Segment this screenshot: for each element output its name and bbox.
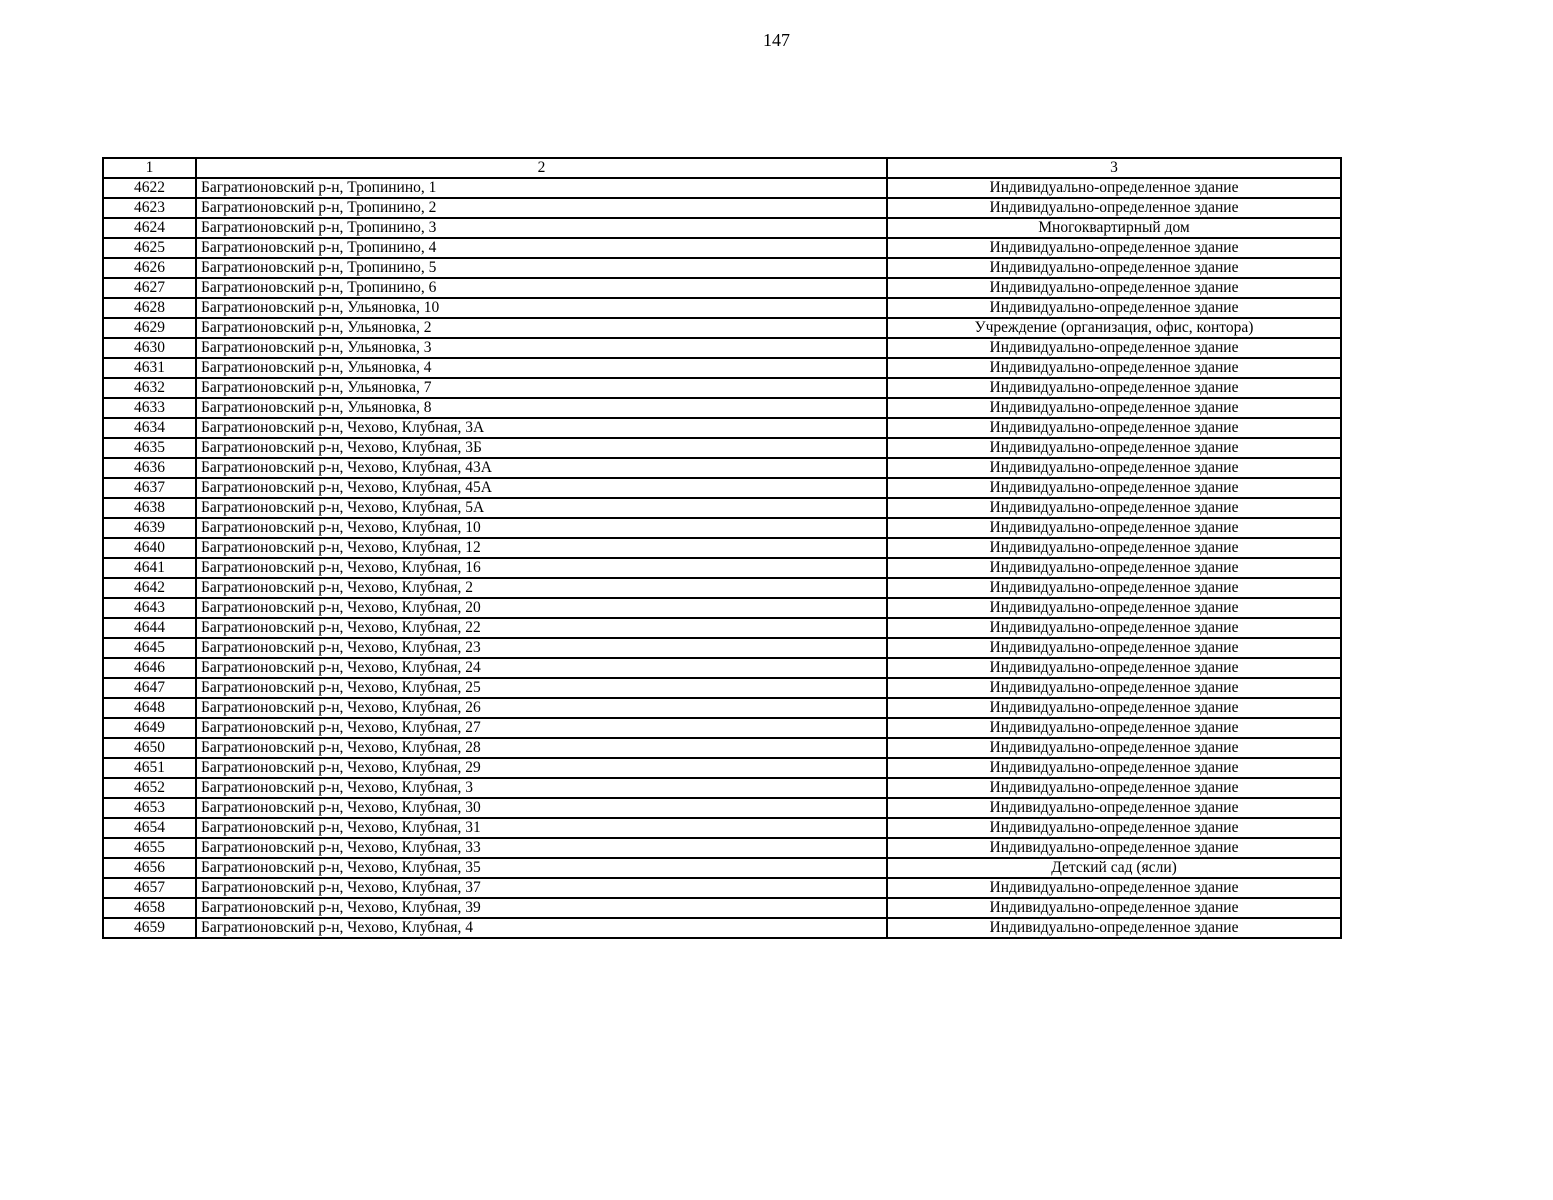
row-number-cell: 4652 (103, 778, 196, 798)
building-type-cell: Индивидуально-определенное здание (887, 918, 1341, 938)
address-cell: Багратионовский р-н, Чехово, Клубная, 24 (196, 658, 887, 678)
row-number-cell: 4622 (103, 178, 196, 198)
address-cell: Багратионовский р-н, Чехово, Клубная, 33 (196, 838, 887, 858)
building-type-cell: Индивидуально-определенное здание (887, 498, 1341, 518)
page-number: 147 (763, 30, 790, 50)
address-cell: Багратионовский р-н, Чехово, Клубная, 4 (196, 918, 887, 938)
building-type-cell: Индивидуально-определенное здание (887, 758, 1341, 778)
row-number-cell: 4630 (103, 338, 196, 358)
address-cell: Багратионовский р-н, Чехово, Клубная, 3Б (196, 438, 887, 458)
address-cell: Багратионовский р-н, Чехово, Клубная, 35 (196, 858, 887, 878)
address-cell: Багратионовский р-н, Чехово, Клубная, 3 (196, 778, 887, 798)
building-type-cell: Индивидуально-определенное здание (887, 338, 1341, 358)
address-cell: Багратионовский р-н, Ульяновка, 4 (196, 358, 887, 378)
table-row (103, 558, 1341, 578)
table-row (103, 378, 1341, 398)
column-header-3: 3 (887, 158, 1341, 178)
row-number-cell: 4639 (103, 518, 196, 538)
building-type-cell: Индивидуально-определенное здание (887, 878, 1341, 898)
table-row (103, 778, 1341, 798)
address-cell: Багратионовский р-н, Чехово, Клубная, 23 (196, 638, 887, 658)
building-type-cell: Индивидуально-определенное здание (887, 618, 1341, 638)
building-type-cell: Индивидуально-определенное здание (887, 678, 1341, 698)
address-cell: Багратионовский р-н, Ульяновка, 2 (196, 318, 887, 338)
address-cell: Багратионовский р-н, Чехово, Клубная, 39 (196, 898, 887, 918)
row-number-cell: 4647 (103, 678, 196, 698)
row-number-cell: 4641 (103, 558, 196, 578)
row-number-cell: 4634 (103, 418, 196, 438)
row-number-cell: 4645 (103, 638, 196, 658)
row-number-cell: 4623 (103, 198, 196, 218)
row-number-cell: 4624 (103, 218, 196, 238)
building-type-cell: Многоквартирный дом (887, 218, 1341, 238)
column-header-2: 2 (196, 158, 887, 178)
table-row (103, 838, 1341, 858)
table-row (103, 418, 1341, 438)
table-row (103, 918, 1341, 938)
building-type-cell: Индивидуально-определенное здание (887, 278, 1341, 298)
table-row (103, 278, 1341, 298)
building-type-cell: Индивидуально-определенное здание (887, 198, 1341, 218)
building-type-cell: Индивидуально-определенное здание (887, 378, 1341, 398)
row-number-cell: 4650 (103, 738, 196, 758)
row-number-cell: 4657 (103, 878, 196, 898)
building-type-cell: Индивидуально-определенное здание (887, 778, 1341, 798)
row-number-cell: 4635 (103, 438, 196, 458)
address-cell: Багратионовский р-н, Тропинино, 2 (196, 198, 887, 218)
table-row (103, 178, 1341, 198)
row-number-cell: 4655 (103, 838, 196, 858)
row-number-cell: 4627 (103, 278, 196, 298)
address-cell: Багратионовский р-н, Чехово, Клубная, 31 (196, 818, 887, 838)
address-cell: Багратионовский р-н, Чехово, Клубная, 10 (196, 518, 887, 538)
building-type-cell: Индивидуально-определенное здание (887, 418, 1341, 438)
address-cell: Багратионовский р-н, Чехово, Клубная, 27 (196, 718, 887, 738)
table-row (103, 238, 1341, 258)
building-type-cell: Индивидуально-определенное здание (887, 518, 1341, 538)
table-row (103, 818, 1341, 838)
address-cell: Багратионовский р-н, Чехово, Клубная, 29 (196, 758, 887, 778)
table-row (103, 758, 1341, 778)
row-number-cell: 4651 (103, 758, 196, 778)
address-cell: Багратионовский р-н, Чехово, Клубная, 25 (196, 678, 887, 698)
table-row (103, 698, 1341, 718)
building-type-cell: Индивидуально-определенное здание (887, 438, 1341, 458)
row-number-cell: 4653 (103, 798, 196, 818)
address-cell: Багратионовский р-н, Тропинино, 1 (196, 178, 887, 198)
row-number-cell: 4643 (103, 598, 196, 618)
building-type-cell: Индивидуально-определенное здание (887, 578, 1341, 598)
table-row (103, 598, 1341, 618)
table-row (103, 898, 1341, 918)
row-number-cell: 4628 (103, 298, 196, 318)
building-type-cell: Индивидуально-определенное здание (887, 638, 1341, 658)
row-number-cell: 4648 (103, 698, 196, 718)
address-cell: Багратионовский р-н, Чехово, Клубная, 45А (196, 478, 887, 498)
row-number-cell: 4626 (103, 258, 196, 278)
building-type-cell: Индивидуально-определенное здание (887, 558, 1341, 578)
address-cell: Багратионовский р-н, Тропинино, 3 (196, 218, 887, 238)
row-number-cell: 4642 (103, 578, 196, 598)
table-row (103, 438, 1341, 458)
row-number-cell: 4631 (103, 358, 196, 378)
table-row (103, 678, 1341, 698)
address-cell: Багратионовский р-н, Тропинино, 4 (196, 238, 887, 258)
table-row (103, 538, 1341, 558)
building-type-cell: Индивидуально-определенное здание (887, 738, 1341, 758)
table-row (103, 318, 1341, 338)
table-row (103, 858, 1341, 878)
table-row (103, 258, 1341, 278)
address-cell: Багратионовский р-н, Чехово, Клубная, 5А (196, 498, 887, 518)
building-type-cell: Индивидуально-определенное здание (887, 298, 1341, 318)
table-row (103, 298, 1341, 318)
address-cell: Багратионовский р-н, Чехово, Клубная, 12 (196, 538, 887, 558)
table-row (103, 638, 1341, 658)
table-row (103, 658, 1341, 678)
table-row (103, 398, 1341, 418)
table-row (103, 498, 1341, 518)
table-row (103, 738, 1341, 758)
row-number-cell: 4638 (103, 498, 196, 518)
row-number-cell: 4656 (103, 858, 196, 878)
building-type-cell: Индивидуально-определенное здание (887, 398, 1341, 418)
buildings-table (102, 157, 1342, 939)
address-cell: Багратионовский р-н, Чехово, Клубная, 37 (196, 878, 887, 898)
table-row (103, 218, 1341, 238)
address-cell: Багратионовский р-н, Чехово, Клубная, 43А (196, 458, 887, 478)
table-row (103, 198, 1341, 218)
table-row (103, 578, 1341, 598)
table-row (103, 518, 1341, 538)
row-number-cell: 4659 (103, 918, 196, 938)
building-type-cell: Индивидуально-определенное здание (887, 818, 1341, 838)
address-cell: Багратионовский р-н, Чехово, Клубная, 30 (196, 798, 887, 818)
table-header-row (103, 158, 1341, 178)
building-type-cell: Индивидуально-определенное здание (887, 898, 1341, 918)
table-row (103, 478, 1341, 498)
address-cell: Багратионовский р-н, Чехово, Клубная, 20 (196, 598, 887, 618)
building-type-cell: Индивидуально-определенное здание (887, 358, 1341, 378)
building-type-cell: Индивидуально-определенное здание (887, 238, 1341, 258)
row-number-cell: 4640 (103, 538, 196, 558)
row-number-cell: 4654 (103, 818, 196, 838)
building-type-cell: Индивидуально-определенное здание (887, 658, 1341, 678)
address-cell: Багратионовский р-н, Чехово, Клубная, 3А (196, 418, 887, 438)
address-cell: Багратионовский р-н, Чехово, Клубная, 26 (196, 698, 887, 718)
row-number-cell: 4646 (103, 658, 196, 678)
building-type-cell: Индивидуально-определенное здание (887, 798, 1341, 818)
building-type-cell: Индивидуально-определенное здание (887, 478, 1341, 498)
row-number-cell: 4649 (103, 718, 196, 738)
table-row (103, 618, 1341, 638)
address-cell: Багратионовский р-н, Ульяновка, 7 (196, 378, 887, 398)
table-row (103, 878, 1341, 898)
building-type-cell: Учреждение (организация, офис, контора) (887, 318, 1341, 338)
row-number-cell: 4636 (103, 458, 196, 478)
address-cell: Багратионовский р-н, Чехово, Клубная, 28 (196, 738, 887, 758)
table-row (103, 358, 1341, 378)
address-cell: Багратионовский р-н, Тропинино, 6 (196, 278, 887, 298)
address-cell: Багратионовский р-н, Тропинино, 5 (196, 258, 887, 278)
column-header-1: 1 (103, 158, 196, 178)
table-body (103, 158, 1341, 938)
row-number-cell: 4629 (103, 318, 196, 338)
table-row (103, 798, 1341, 818)
row-number-cell: 4625 (103, 238, 196, 258)
row-number-cell: 4633 (103, 398, 196, 418)
table-row (103, 718, 1341, 738)
building-type-cell: Индивидуально-определенное здание (887, 838, 1341, 858)
address-cell: Багратионовский р-н, Чехово, Клубная, 16 (196, 558, 887, 578)
row-number-cell: 4637 (103, 478, 196, 498)
table-row (103, 338, 1341, 358)
address-cell: Багратионовский р-н, Чехово, Клубная, 22 (196, 618, 887, 638)
table-row (103, 458, 1341, 478)
building-type-cell: Индивидуально-определенное здание (887, 698, 1341, 718)
row-number-cell: 4658 (103, 898, 196, 918)
building-type-cell: Индивидуально-определенное здание (887, 458, 1341, 478)
building-type-cell: Индивидуально-определенное здание (887, 718, 1341, 738)
address-cell: Багратионовский р-н, Ульяновка, 3 (196, 338, 887, 358)
building-type-cell: Индивидуально-определенное здание (887, 538, 1341, 558)
address-cell: Багратионовский р-н, Чехово, Клубная, 2 (196, 578, 887, 598)
building-type-cell: Индивидуально-определенное здание (887, 598, 1341, 618)
row-number-cell: 4644 (103, 618, 196, 638)
building-type-cell: Детский сад (ясли) (887, 858, 1341, 878)
building-type-cell: Индивидуально-определенное здание (887, 178, 1341, 198)
address-cell: Багратионовский р-н, Ульяновка, 10 (196, 298, 887, 318)
building-type-cell: Индивидуально-определенное здание (887, 258, 1341, 278)
address-cell: Багратионовский р-н, Ульяновка, 8 (196, 398, 887, 418)
row-number-cell: 4632 (103, 378, 196, 398)
